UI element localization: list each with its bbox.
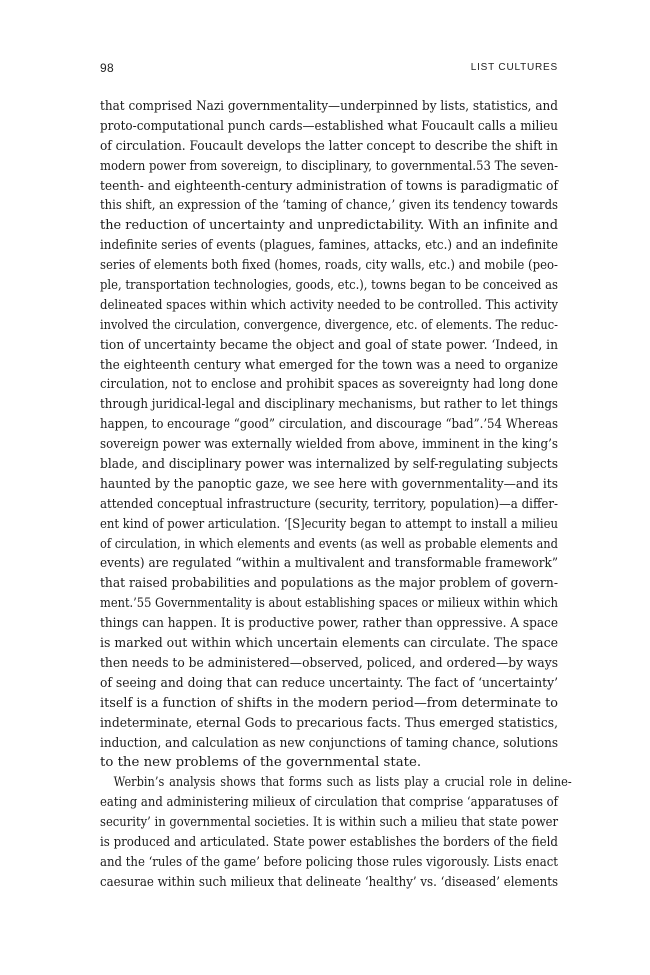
text-line: sovereign power was externally wielded from above, imminent in the king’s <box>100 437 558 453</box>
text-line: this shift, an expression of the ‘taming of chance,’ given its tendency towards <box>100 198 558 214</box>
text-line: involved the circulation, convergence, divergence, etc. of elements. The reduc- <box>100 317 558 333</box>
text-line: security’ in governmental societies. It is within such a milieu that state power <box>100 815 558 831</box>
text-line: modern power from sovereign, to disciplinary, to governmental.53 The seven- <box>100 158 558 174</box>
text-line: ple, transportation technologies, goods, etc.), towns began to be conceived as <box>100 278 558 294</box>
text-line: is produced and articulated. State power establishes the borders of the field <box>100 834 558 850</box>
text-line: proto-computational punch cards—established what Foucault calls a milieu <box>100 118 558 134</box>
text-line: series of elements both fixed (homes, roads, city walls, etc.) and mobile (peo- <box>100 258 558 274</box>
paragraph-2 <box>100 773 572 892</box>
text-line: events) are regulated “within a multivalent and transformable framework” <box>100 556 558 572</box>
text-line: and the ‘rules of the game’ before policing those rules vigorously. Lists enact <box>100 854 558 870</box>
text-line: attended conceptual infrastructure (security, territory, population)—a differ- <box>100 496 558 512</box>
text-line: the reduction of uncertainty and unpredictability. With an infinite and <box>100 218 558 234</box>
text-line: blade, and disciplinary power was internalized by self-regulating subjects <box>100 457 558 473</box>
text-line: that raised probabilities and populations as the major problem of govern- <box>100 576 558 592</box>
text-line: the eighteenth century what emerged for the town was a need to organize <box>100 357 558 373</box>
text-line: of seeing and doing that can reduce uncertainty. The fact of ‘uncertainty’ <box>100 675 558 691</box>
text-line: itself is a function of shifts in the modern period—from determinate to <box>100 695 558 711</box>
text-line: of circulation, in which elements and events (as well as probable elements and <box>100 536 558 552</box>
text-line: indefinite series of events (plagues, famines, attacks, etc.) and an indefinite <box>100 238 558 254</box>
section-title: LIST CULTURES <box>470 62 558 73</box>
body-text <box>100 97 572 893</box>
text-line: things can happen. It is productive power, rather than oppressive. A space <box>100 616 558 632</box>
text-line: ent kind of power articulation. ‘[S]ecurity began to attempt to install a milieu <box>100 516 558 532</box>
text-line: through juridical-legal and disciplinary mechanisms, but rather to let things <box>100 397 558 413</box>
text-line: caesurae within such milieux that delineate ‘healthy’ vs. ‘diseased’ elements <box>100 874 558 890</box>
text-line: of circulation. Foucault develops the latter concept to describe the shift in <box>100 138 558 154</box>
text-line: teenth- and eighteenth-century administration of towns is paradigmatic of <box>100 178 558 194</box>
paragraph-1 <box>100 97 558 773</box>
text-line: delineated spaces within which activity needed to be controlled. This activity <box>100 297 558 313</box>
text-line: is marked out within which uncertain elements can circulate. The space <box>100 636 558 652</box>
text-line: indeterminate, eternal Gods to precarious facts. Thus emerged statistics, <box>100 715 558 731</box>
page-number: 98 <box>100 61 114 75</box>
text-line: tion of uncertainty became the object and goal of state power. ‘Indeed, in <box>100 337 558 353</box>
text-line: then needs to be administered—observed, policed, and ordered—by ways <box>100 655 558 671</box>
text-line: eating and administering milieux of circulation that comprise ‘apparatuses of <box>100 795 558 811</box>
text-line: to the new problems of the governmental state. <box>100 755 422 771</box>
text-line: Werbin’s analysis shows that forms such as lists play a crucial role in deline- <box>113 775 572 791</box>
text-line: induction, and calculation as new conjunctions of taming chance, solutions <box>100 735 558 751</box>
text-line: happen, to encourage “good” circulation, and discourage “bad”.’54 Whereas <box>100 417 558 433</box>
text-line: haunted by the panoptic gaze, we see here with governmentality—and its <box>100 476 558 492</box>
text-line: circulation, not to enclose and prohibit spaces as sovereignty had long done <box>100 377 558 393</box>
text-line: that comprised Nazi governmentality—underpinned by lists, statistics, and <box>100 99 558 114</box>
text-line: ment.’55 Governmentality is about establishing spaces or milieux within which <box>100 596 558 612</box>
